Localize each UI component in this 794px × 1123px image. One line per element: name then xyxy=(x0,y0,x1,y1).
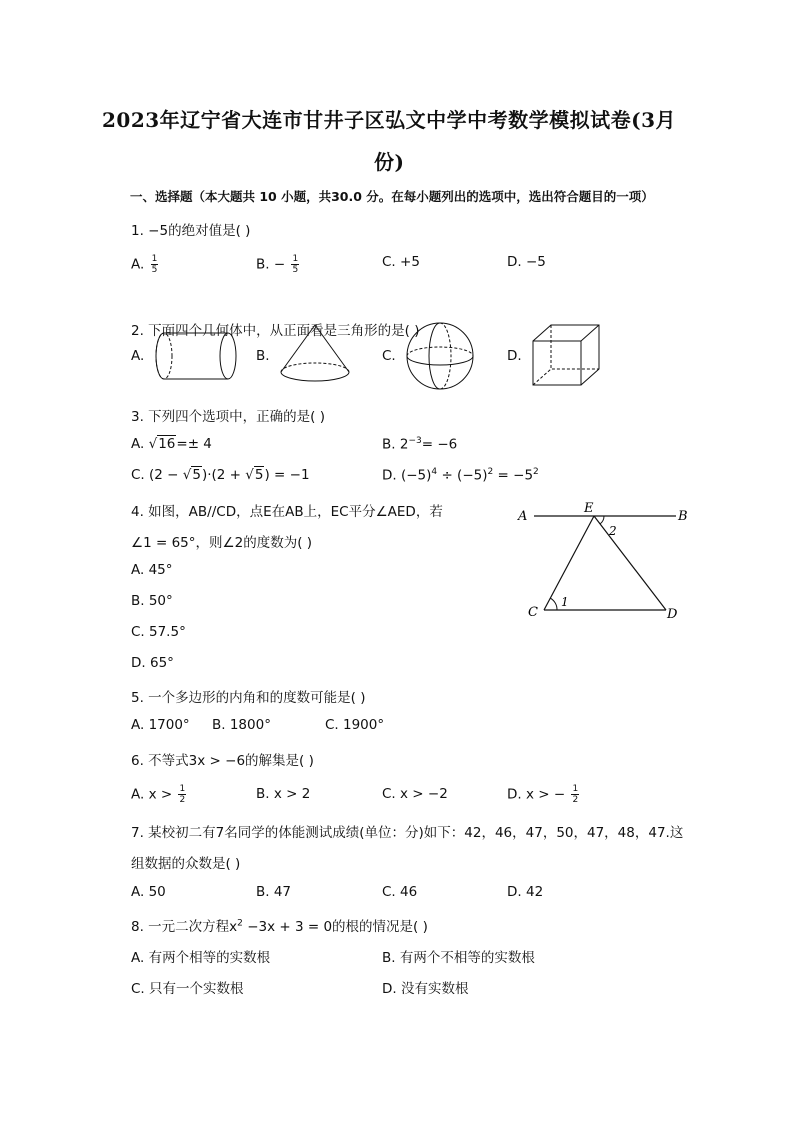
q1-option-a xyxy=(131,254,160,275)
q1-stem: 1. −5的绝对值是( ) xyxy=(131,223,251,239)
cylinder-figure xyxy=(150,327,242,385)
q6-d-num: 1 xyxy=(572,784,579,794)
angle-1-arc xyxy=(550,598,557,610)
exam-title-line2: 份) xyxy=(374,150,405,174)
q3-a-rest: =± 4 xyxy=(176,436,212,452)
q6-option-a xyxy=(131,784,188,805)
q3-d-exp2: 2 xyxy=(487,467,494,477)
q8-option-b: B. 有两个不相等的实数根 xyxy=(382,950,535,966)
q1-a-num: 1 xyxy=(151,254,158,264)
q7-stem-line2: 组数据的众数是( ) xyxy=(131,856,241,872)
q7-option-d: D. 42 xyxy=(507,884,544,900)
q3-b-exponent: −3 xyxy=(408,436,422,446)
sqrt-icon: √ xyxy=(182,467,192,483)
q5-stem: 5. 一个多边形的内角和的度数可能是( ) xyxy=(131,690,366,706)
q6-d-den: 2 xyxy=(572,795,579,805)
q3-d-exp3: 2 xyxy=(533,467,539,477)
q1-option-c: C. +5 xyxy=(382,254,420,270)
q3-option-d xyxy=(382,467,539,484)
q4-option-c: C. 57.5° xyxy=(131,624,186,640)
sphere-figure xyxy=(400,320,480,392)
q6-option-c: C. x > −2 xyxy=(382,786,448,802)
cone-figure xyxy=(276,322,354,386)
q1-b-label: B. − xyxy=(256,256,286,273)
q3-a-radicand: 16 xyxy=(158,436,176,452)
q4-option-b: B. 50° xyxy=(131,593,173,609)
label-b: B xyxy=(678,509,688,524)
q1-b-num: 1 xyxy=(292,254,299,264)
q3-option-c xyxy=(131,467,310,483)
q6-a-den: 2 xyxy=(179,795,186,805)
sqrt-icon: √ xyxy=(245,467,254,483)
q6-a-fraction xyxy=(178,784,186,805)
q3-b-rest: = −6 xyxy=(421,436,458,453)
q3-d-mid: ÷ (−5) xyxy=(437,467,488,484)
q7-option-b: B. 47 xyxy=(256,884,292,900)
q3-c-rest: ) = −1 xyxy=(264,467,310,483)
q1-b-fraction xyxy=(291,254,299,275)
q3-d-exp1: 4 xyxy=(431,467,438,477)
q6-d-label: D. x > − xyxy=(507,786,566,803)
section-header: 一、选择题（本大题共 10 小题，共30.0 分。在每小题列出的选项中，选出符合题目的一项） xyxy=(130,189,654,204)
angle-2-arc xyxy=(600,516,604,524)
q1-a-label: A. xyxy=(131,256,145,273)
q1-a-den: 5 xyxy=(151,265,158,275)
cube-figure xyxy=(530,322,604,388)
q5-option-b: B. 1800° xyxy=(212,717,271,733)
q2-option-b: B. xyxy=(256,348,270,364)
q6-stem: 6. 不等式3x > −6的解集是( ) xyxy=(131,753,314,769)
q5-option-c: C. 1900° xyxy=(325,717,385,733)
q6-option-b: B. x > 2 xyxy=(256,786,311,802)
q1-option-d: D. −5 xyxy=(507,254,546,270)
q3-c-label: C. (2 − xyxy=(131,467,183,483)
q3-c-mid: )·(2 + xyxy=(201,467,246,483)
q1-b-den: 5 xyxy=(292,265,299,275)
label-angle-2: 2 xyxy=(609,524,617,538)
q3-option-b xyxy=(382,436,457,453)
q8-stem-rest: −3x + 3 = 0的根的情况是( ) xyxy=(242,919,428,935)
label-angle-1: 1 xyxy=(561,595,569,609)
q3-c-radicand-2: 5 xyxy=(254,467,264,483)
q7-stem-line1: 7. 某校初二有7名同学的体能测试成绩(单位：分)如下：42，46，47，50，47，48，47.这 xyxy=(131,825,684,841)
q8-stem-prefix: 8. 一元二次方程x xyxy=(131,919,238,935)
q4-stem-line2: ∠1 = 65°，则∠2的度数为( ) xyxy=(131,535,313,551)
label-e: E xyxy=(584,501,594,516)
q6-d-fraction xyxy=(571,784,579,805)
q3-c-radicand-1: 5 xyxy=(192,467,201,483)
segment-ed xyxy=(594,516,666,610)
q6-a-label: A. x > xyxy=(131,786,173,803)
q8-stem-exponent: 2 xyxy=(237,918,243,929)
q2-stem: 2. 下面四个几何体中，从正面看是三角形的是( ) xyxy=(131,323,420,339)
q8-stem xyxy=(131,915,428,935)
geometry-figure xyxy=(510,498,700,626)
q3-d-mid2: = −5 xyxy=(493,467,534,484)
q1-option-b xyxy=(256,254,301,275)
q4-option-a: A. 45° xyxy=(131,562,173,578)
q3-b-label: B. 2 xyxy=(382,436,409,453)
q6-a-num: 1 xyxy=(179,784,186,794)
q7-option-a: A. 50 xyxy=(131,884,166,900)
q8-option-a: A. 有两个相等的实数根 xyxy=(131,950,271,966)
q8-option-c: C. 只有一个实数根 xyxy=(131,981,244,997)
label-d: D xyxy=(667,607,678,622)
label-c: C xyxy=(528,605,538,620)
sqrt-icon: √ xyxy=(148,436,158,452)
q3-d-label: D. (−5) xyxy=(382,467,432,484)
q4-option-d: D. 65° xyxy=(131,655,174,671)
q6-option-d xyxy=(507,784,581,805)
exam-title-line1: 2023年辽宁省大连市甘井子区弘文中学中考数学模拟试卷(3月 xyxy=(102,108,677,132)
q1-a-fraction xyxy=(151,254,159,275)
label-a: A xyxy=(518,509,528,524)
q2-option-c: C. xyxy=(382,348,396,364)
q4-stem-line1: 4. 如图，AB//CD，点E在AB上，EC平分∠AED，若 xyxy=(131,504,443,520)
q5-option-a: A. 1700° xyxy=(131,717,190,733)
q8-option-d: D. 没有实数根 xyxy=(382,981,469,997)
q2-option-a: A. xyxy=(131,348,145,364)
q3-stem: 3. 下列四个选项中，正确的是( ) xyxy=(131,409,325,425)
q7-option-c: C. 46 xyxy=(382,884,418,900)
segment-ec xyxy=(544,516,594,610)
q3-a-label: A. xyxy=(131,436,149,452)
q2-option-d: D. xyxy=(507,348,522,364)
q3-option-a xyxy=(131,436,212,452)
